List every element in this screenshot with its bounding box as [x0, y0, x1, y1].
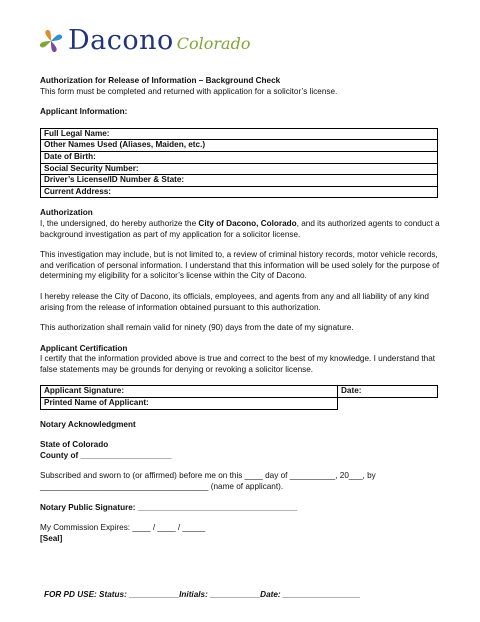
field-signature-date[interactable]: Date: — [338, 386, 438, 398]
notary-sworn-line-2: _____________________________________ (name of applicant). — [40, 482, 284, 492]
field-full-legal-name[interactable]: Full Legal Name: — [41, 128, 438, 140]
notary-state: State of Colorado — [40, 440, 109, 450]
notary-sworn-line-1: Subscribed and sworn to (or affirmed) before me on this ____ day of __________, 20___, by — [40, 471, 376, 481]
authorization-paragraph-2: This investigation may include, but is not limited to, a review of criminal history records, motor vehicle records, and verification of personal information. I understand that this information will be used solely for the purpose of determining my eligibility for a solicitor’s license within the City of Dacono. — [40, 250, 440, 281]
certification-text: I certify that the information provided above is true and correct to the best of my knowledge. I understand that false statements may be grounds for denying or revoking a solicitor license. — [40, 354, 436, 374]
pd-use-footer: FOR PD USE: Status: ___________Initials: ___________Date: _________________ — [44, 590, 361, 599]
signature-table — [40, 385, 438, 409]
authorization-paragraph-1: I, the undersigned, do hereby authorize the City of Dacono, Colorado, and its authorized agents to conduct a background investigation as part of my application for a solicitor license. — [40, 218, 440, 239]
notary-signature: Notary Public Signature: ___________________________________ — [40, 502, 298, 512]
authorization-paragraph-4: This authorization shall remain valid for ninety (90) days from the date of my signature. — [40, 323, 354, 333]
city-name: City of Dacono, Colorado — [198, 218, 297, 228]
logo-dacono-text: Dacono — [68, 25, 174, 56]
field-current-address[interactable]: Current Address: — [41, 186, 438, 198]
notary-county: County of ____________________ — [40, 450, 172, 460]
form-subtitle: This form must be completed and returned with application for a solicitor’s license. — [40, 86, 338, 96]
field-applicant-signature[interactable]: Applicant Signature: — [41, 386, 338, 398]
field-printed-name[interactable]: Printed Name of Applicant: — [41, 398, 338, 410]
notary-commission: My Commission Expires: ____ / ____ / _____ — [40, 523, 206, 533]
notary-seal: [Seal] — [40, 533, 63, 543]
logo-colorado-text: Colorado — [176, 33, 251, 53]
authorization-heading: Authorization — [40, 208, 93, 218]
flower-logo-icon — [38, 28, 64, 54]
form-body — [40, 76, 440, 544]
form-title: Authorization for Release of Information – Background Check — [40, 76, 281, 85]
applicant-info-heading: Applicant Information: — [40, 107, 128, 117]
certification-heading: Applicant Certification — [40, 343, 128, 353]
notary-heading: Notary Acknowledgment — [40, 419, 136, 429]
field-other-names[interactable]: Other Names Used (Aliases, Maiden, etc.) — [41, 140, 438, 152]
field-date-of-birth[interactable]: Date of Birth: — [41, 151, 438, 163]
field-ssn[interactable]: Social Security Number: — [41, 163, 438, 175]
authorization-paragraph-3: I hereby release the City of Dacono, its officials, employees, and agents from any and all liability of any kind arising from the release of information obtained pursuant to this authorization. — [40, 291, 429, 312]
applicant-info-table — [40, 128, 438, 199]
dacono-logo — [38, 26, 250, 56]
field-drivers-license[interactable]: Driver’s License/ID Number & State: — [41, 175, 438, 187]
